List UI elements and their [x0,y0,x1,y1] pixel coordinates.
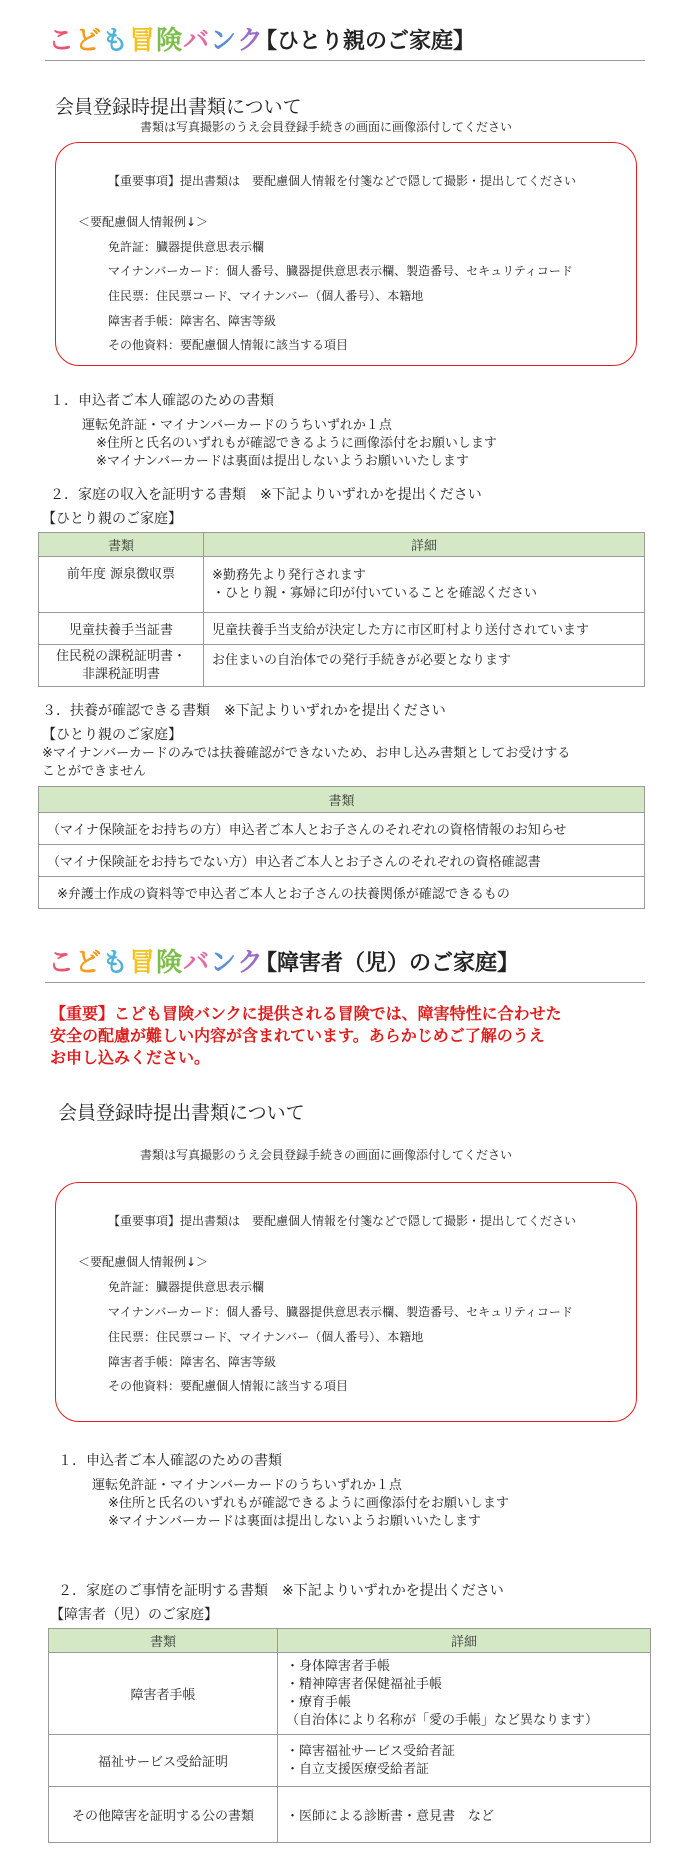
s1-line: ※マイナンバーカードは裏面は提出しないようお願いいたします [108,1514,481,1529]
table-row [39,813,645,845]
examples-label: ＜要配慮個人情報例↓＞ [78,1255,209,1269]
s3-title: ３．扶養が確認できる書類 ※下記よりいずれかを提出ください [42,703,446,719]
table-cell: 福祉サービス受給証明 [49,1735,278,1787]
table-cell: ・障害福祉サービス受給者証 ・自立支援医療受給者証 [278,1735,651,1787]
photo-note: 書類は写真撮影のうえ会員登録手続きの画面に画像添付してください [140,120,513,134]
logo: こども冒険バンク [48,26,265,56]
examples-label: ＜要配慮個人情報例↓＞ [78,215,209,229]
table-row [49,1653,651,1735]
table-row [49,1787,651,1843]
table-cell: 児童扶養手当証書 [39,613,204,645]
example-item: 障害者手帳：障害名、障害等級 [108,1355,277,1369]
s3-sub: 【ひとり親のご家庭】 [42,727,182,743]
table-cell: ・身体障害者手帳 ・精神障害者保健福祉手帳 ・療育手帳 （自治体により名称が「愛の手帳」など異なります） [278,1653,651,1735]
table-cell: 児童扶養手当支給が決定した方に市区町村より送付されています [204,613,645,645]
income-table [38,532,645,687]
s2-sub: 【ひとり親のご家庭】 [42,511,182,527]
page-title: 会員登録時提出書類について [55,96,302,118]
example-item: 住民票：住民票コード、マイナンバー（個人番号）、本籍地 [108,1330,424,1344]
s2-title: ２．家庭の収入を証明する書類 ※下記よりいずれかを提出ください [50,487,482,503]
table-cell: 前年度 源泉徴収票 [39,557,204,613]
divider [45,60,645,61]
table-header: 詳細 [278,1629,651,1653]
table-row [39,645,645,687]
important-text: 【重要事項】提出書類は 要配慮個人情報を付箋などで隠して撮影・提出してください [108,174,577,188]
s1-line: ※住所と氏名のいずれもが確認できるように画像添付をお願いします [108,1496,509,1511]
s1-title: １．申込者ご本人確認のための書類 [50,393,274,409]
table-cell: その他障害を証明する公の書類 [49,1787,278,1843]
section-heading: 【障害者（児）のご家庭】 [255,951,520,976]
s3-note: ことができません [42,764,147,779]
s3-note: ※マイナンバーカードのみでは扶養確認ができないため、お申し込み書類としてお受けする [42,746,571,761]
example-item: その他資料：要配慮個人情報に該当する項目 [108,338,349,352]
example-item: 障害者手帳：障害名、障害等級 [108,314,277,328]
table-cell: （マイナ保険証をお持ちでない方）申込者ご本人とお子さんのそれぞれの資格確認書 [39,845,645,877]
important-text: 【重要事項】提出書類は 要配慮個人情報を付箋などで隠して撮影・提出してください [108,1214,577,1228]
section-heading: 【ひとり親のご家庭】 [255,29,476,54]
divider [45,982,645,983]
s1-line: 運転免許証・マイナンバーカードのうちいずれか１点 [92,1478,402,1493]
example-item: その他資料：要配慮個人情報に該当する項目 [108,1379,349,1393]
table-row [39,613,645,645]
s1-line: ※住所と氏名のいずれもが確認できるように画像添付をお願いします [96,436,497,451]
s2-sub: 【障害者（児）のご家庭】 [50,1607,218,1623]
table-header: 書類 [39,787,645,813]
table-cell: お住まいの自治体での発行手続きが必要となります [204,645,645,687]
dependents-table [38,786,645,909]
s2-title: ２．家庭のご事情を証明する書類 ※下記よりいずれかを提出ください [58,1583,504,1599]
table-cell: ※勤務先より発行されます ・ひとり親・寡婦に印が付いていることを確認ください [204,557,645,613]
table-header: 書類 [49,1629,278,1653]
warning-line: 安全の配慮が難しい内容が含まれています。あらかじめご了解のうえ [50,1026,545,1045]
example-item: マイナンバーカード：個人番号、臓器提供意思表示欄、製造番号、セキュリティコード [108,1305,573,1319]
example-item: 免許証：臓器提供意思表示欄 [108,1280,265,1294]
table-cell: 障害者手帳 [49,1653,278,1735]
table-cell: （マイナ保険証をお持ちの方）申込者ご本人とお子さんのそれぞれの資格情報のお知らせ [39,813,645,845]
disability-table [48,1628,651,1843]
table-row [49,1735,651,1787]
photo-note: 書類は写真撮影のうえ会員登録手続きの画面に画像添付してください [140,1148,513,1162]
example-item: 住民票：住民票コード、マイナンバー（個人番号）、本籍地 [108,289,424,303]
table-cell: ※弁護士作成の資料等で申込者ご本人とお子さんの扶養関係が確認できるもの [39,877,645,909]
table-row [39,845,645,877]
page-title: 会員登録時提出書類について [58,1102,305,1124]
table-header: 詳細 [204,533,645,557]
table-row [39,557,645,613]
s1-line: 運転免許証・マイナンバーカードのうちいずれか１点 [82,418,392,433]
table-row [39,877,645,909]
s1-title: １．申込者ご本人確認のための書類 [58,1453,282,1469]
s1-line: ※マイナンバーカードは裏面は提出しないようお願いいたします [96,454,469,469]
example-item: マイナンバーカード：個人番号、臓器提供意思表示欄、製造番号、セキュリティコード [108,264,573,278]
example-item: 免許証：臓器提供意思表示欄 [108,240,265,254]
table-cell: ・医師による診断書・意見書 など [278,1787,651,1843]
logo: こども冒険バンク [48,948,265,978]
warning-line: お申し込みください。 [50,1048,211,1067]
table-header: 書類 [39,533,204,557]
table-cell: 住民税の課税証明書・ 非課税証明書 [39,645,204,687]
warning-line: 【重要】こども冒険バンクに提供される冒険では、障害特性に合わせた [50,1004,562,1023]
